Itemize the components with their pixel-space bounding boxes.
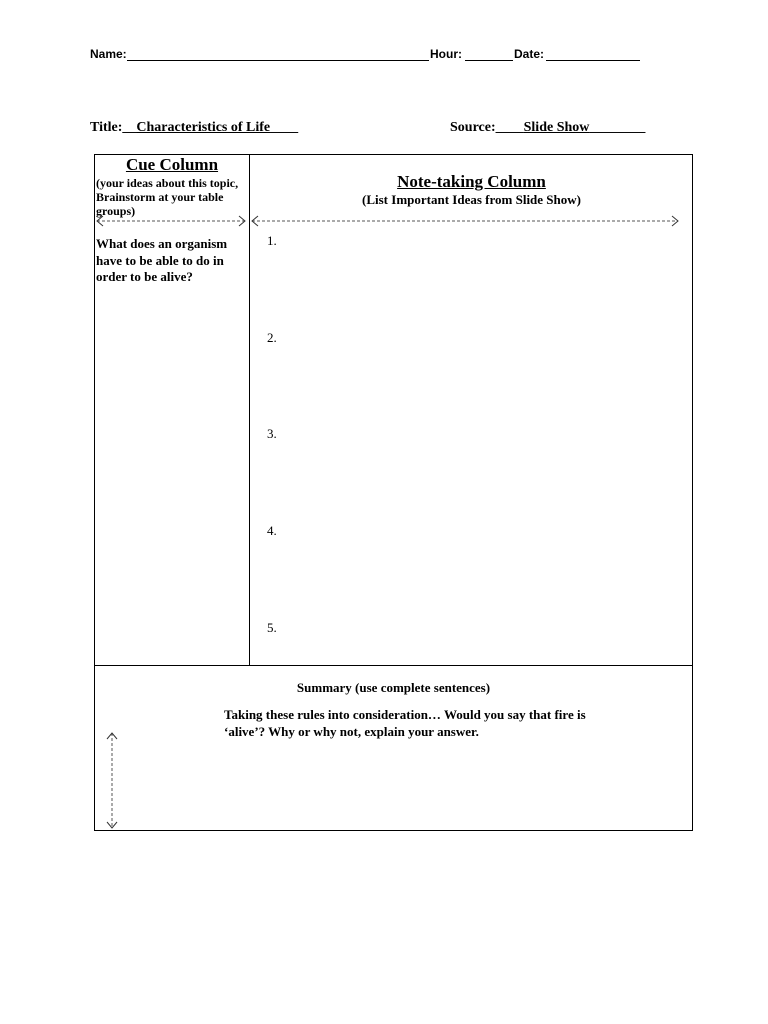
source-value: Slide Show (523, 120, 590, 135)
summary-heading: Summary (use complete sentences) (296, 680, 491, 695)
summary-height-arrow-icon (106, 731, 118, 831)
note-column-subheading: (List Important Ideas from Slide Show) (362, 192, 581, 207)
title-field: Title:__Characteristics of Life____ (90, 120, 299, 135)
note-item-3: 3. (267, 426, 277, 441)
name-label: Name: (90, 47, 127, 61)
note-width-arrow-icon (250, 215, 682, 227)
hour-label: Hour: (430, 47, 462, 61)
cue-width-arrow-icon (95, 215, 249, 227)
note-item-2: 2. (267, 330, 277, 345)
title-value: Characteristics of Life (136, 120, 271, 135)
note-column-heading: Note-taking Column (397, 172, 546, 191)
hour-blank-line[interactable] (465, 60, 513, 61)
source-field: Source:____Slide Show________ (450, 120, 646, 135)
column-divider (249, 154, 250, 666)
cue-column-subheading: (your ideas about this topic, Brainstorm at your table groups) (96, 176, 239, 218)
title-source-row (90, 120, 690, 140)
cue-column-heading: Cue Column (125, 155, 219, 174)
title-label: Title: (90, 120, 123, 135)
name-blank-line[interactable] (127, 60, 429, 61)
student-info-header (90, 44, 650, 66)
source-label: Source: (450, 120, 496, 135)
summary-divider (94, 665, 693, 666)
note-item-4: 4. (267, 523, 277, 538)
note-item-1: 1. (267, 233, 277, 248)
cue-question: What does an organism have to be able to do in order to be alive? (96, 236, 228, 284)
date-blank-line[interactable] (546, 60, 640, 61)
note-item-5: 5. (267, 620, 277, 635)
date-label: Date: (514, 47, 545, 61)
summary-prompt: Taking these rules into consideration… Would you say that fire is ‘alive’? Why or why not, explain your answer. (224, 707, 586, 739)
